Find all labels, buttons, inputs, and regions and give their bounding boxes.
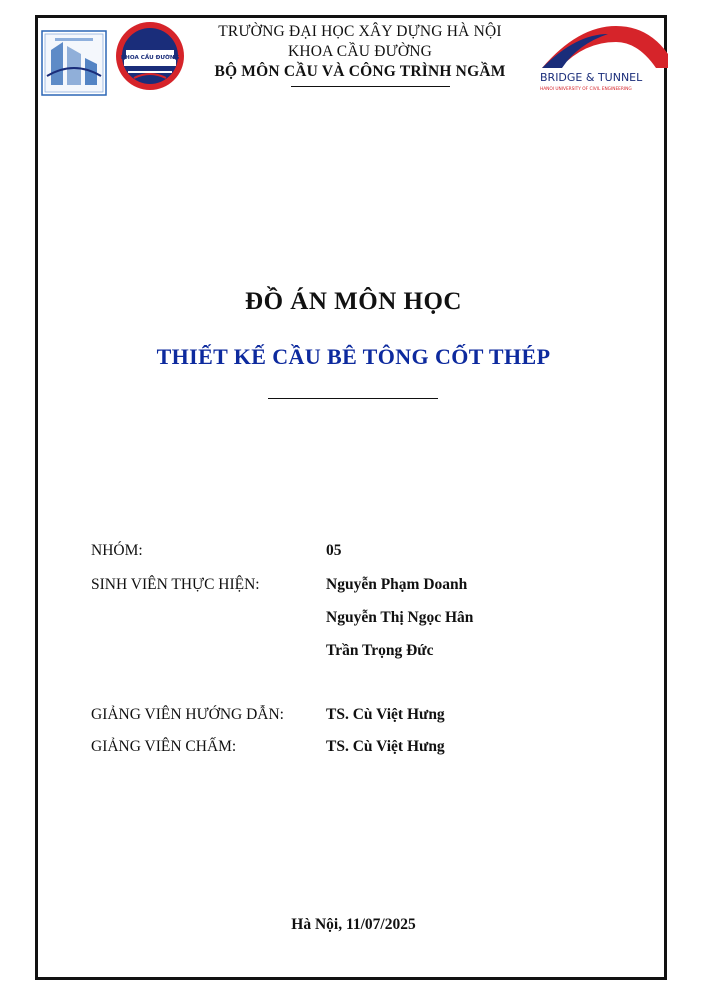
students-label: SINH VIÊN THỰC HIỆN: xyxy=(91,576,260,593)
title-divider xyxy=(268,398,438,399)
group-label: NHÓM: xyxy=(91,542,143,559)
student-name: Nguyễn Phạm Doanh xyxy=(326,576,468,593)
university-logo-icon xyxy=(41,30,107,96)
place-date: Hà Nội, 11/07/2025 xyxy=(291,916,416,933)
grader-value: TS. Cù Việt Hưng xyxy=(326,738,445,755)
group-value: 05 xyxy=(326,542,342,559)
bridge-tunnel-logo-text: BRIDGE & TUNNEL xyxy=(540,71,643,84)
faculty-logo-icon xyxy=(114,20,186,92)
university-name: TRƯỜNG ĐẠI HỌC XÂY DỰNG HÀ NỘI xyxy=(218,23,502,40)
page-border xyxy=(35,15,667,980)
advisor-label: GIẢNG VIÊN HƯỚNG DẪN: xyxy=(91,706,284,723)
document-title: ĐỒ ÁN MÔN HỌC xyxy=(245,288,462,315)
faculty-logo-text: KHOA CẦU ĐƯỜNG xyxy=(120,55,180,61)
department-underline xyxy=(291,86,450,87)
document-subtitle: THIẾT KẾ CẦU BÊ TÔNG CỐT THÉP xyxy=(156,344,551,369)
student-name: Trần Trọng Đức xyxy=(326,642,434,659)
header-block xyxy=(190,22,530,82)
faculty-name: KHOA CẦU ĐƯỜNG xyxy=(288,43,432,60)
department-name: BỘ MÔN CẦU VÀ CÔNG TRÌNH NGẦM xyxy=(214,63,506,80)
grader-label: GIẢNG VIÊN CHẤM: xyxy=(91,738,237,755)
bridge-tunnel-logo-subtext: HANOI UNIVERSITY OF CIVIL ENGINEERING xyxy=(540,87,632,92)
advisor-value: TS. Cù Việt Hưng xyxy=(326,706,445,723)
bridge-tunnel-logo-icon xyxy=(538,24,672,94)
student-name: Nguyễn Thị Ngọc Hân xyxy=(326,609,474,626)
